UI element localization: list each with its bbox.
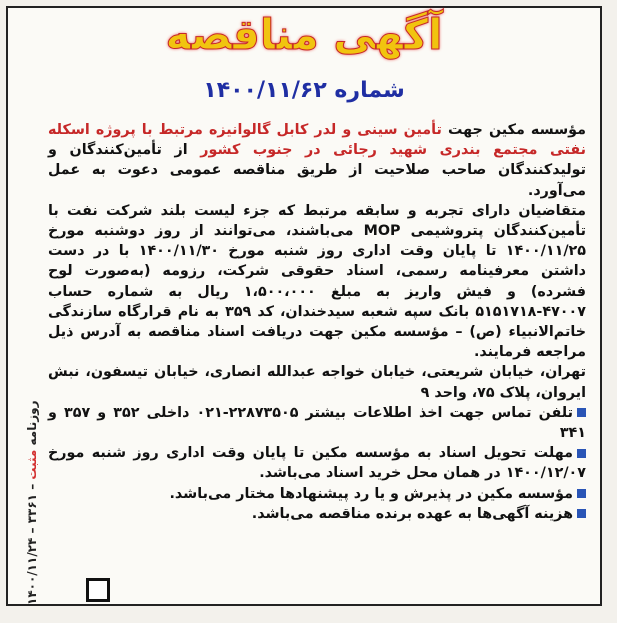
p1-end: از تأمین‌کنندگان و تولیدکنندگان صاحب صلاحیت از طریق مناقصه عمومی دعوت به عمل می‌آورد. [48, 142, 586, 199]
side-strip [12, 258, 40, 618]
address: تهران، خیابان شریعتی، خیابان خواجه عبدالله انصاری، خیابان تیسفون، نبش ایروان، پلاک ۷۵، واحد ۹ [48, 364, 586, 401]
notice-title: آگهی مناقصه [165, 10, 443, 59]
cost-line: هزینه آگهی‌ها به عهده برنده مناقصه می‌باشد. [48, 504, 586, 524]
side-caption: روزنامه مثبت – ۳۳۶۱ – ۱۴۰۰/۱۱/۲۴ [25, 400, 39, 605]
bullet-icon [577, 489, 586, 498]
notice-number: شماره ۱۴۰۰/۱۱/۶۲ [203, 78, 405, 103]
phone-line: تلفن تماس جهت اخذ اطلاعات بیشتر ۲۲۸۷۳۵۰۵-۰۲۱ داخلی ۳۵۲ و ۳۵۷ و ۳۴۱ [48, 404, 586, 442]
bullet-icon [577, 408, 586, 417]
p1-start: مؤسسه مکین جهت [441, 122, 586, 138]
notice-frame [6, 6, 602, 606]
notice-body [48, 120, 586, 524]
deadline-line: مهلت تحویل اسناد به مؤسسه مکین تا پایان وقت اداری روز شنبه مورخ ۱۴۰۰/۱۲/۰۷ در همان محل خرید اسناد می‌باشد. [48, 445, 586, 482]
paragraph-2: متقاضیان دارای تجربه و سابقه مرتبط که جزء لیست بلند شرکت نفت با تأمین‌کنندگان پتروشیمی MOP می‌باشند، می‌توانند از روز دوشنبه مورخ ۱۴۰۰/۱۱/۲۵ تا پایان وقت اداری روز شنبه مورخ ۱۴۰۰/۱۱/۳۰ با در دست داشتن معرفینامه رسمی، اسناد حقوقی شرکت، رزومه (به‌صورت لوح فشرده) و فیش واریز به مبلغ ۱،۵۰۰،۰۰۰ ریال به شماره حساب ۴۷۰۰۷-۵۱۵۱۷۱۸ بانک سپه شعبه سیدخندان، کد ۳۵۹ به نام قرارگاه سازندگی خاتم‌الانبیاء (ص) – مؤسسه مکین جهت دریافت اسناد مناقصه به آدرس ذیل مراجعه فرمایند. [48, 202, 587, 361]
bullet-icon [577, 509, 586, 518]
bullet-icon [577, 449, 586, 458]
p1-project: تأمین سینی و لدر کابل گالوانیزه مرتبط با پروژه اسکله نفتی مجتمع بندری شهید رجائی در جنوب کشور [48, 122, 586, 159]
rights-line: مؤسسه مکین در پذیرش و یا رد پیشنهادها مختار می‌باشد. [48, 484, 586, 504]
paragraph-1 [48, 120, 586, 201]
corner-mark [86, 578, 110, 602]
